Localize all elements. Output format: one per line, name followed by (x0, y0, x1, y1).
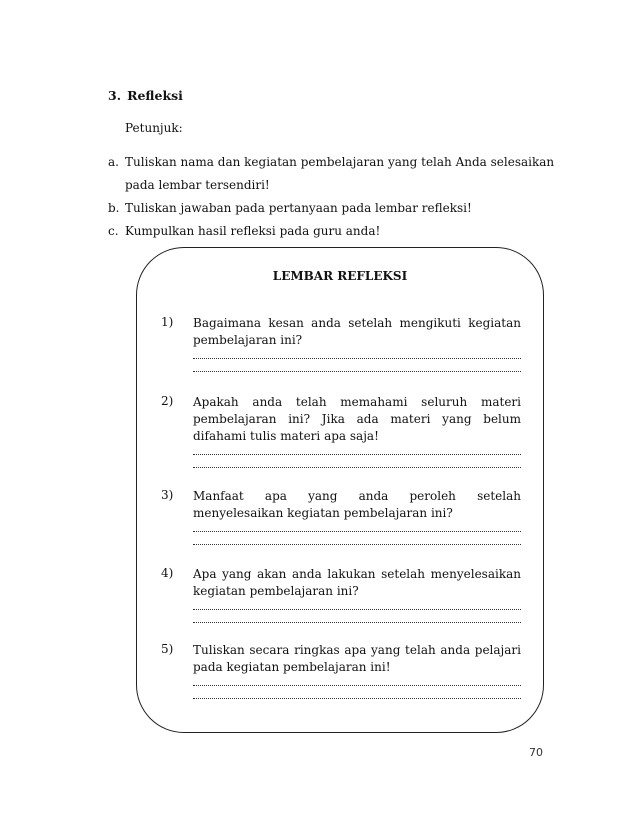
instruction-item (108, 220, 578, 243)
answer-line[interactable] (193, 685, 521, 686)
answer-line[interactable] (193, 467, 521, 468)
instruction-item (108, 151, 578, 197)
answer-line[interactable] (193, 371, 521, 372)
answer-line[interactable] (193, 454, 521, 455)
page-number: 70 (529, 746, 543, 759)
reflection-question (161, 488, 521, 545)
section-number: 3. (108, 88, 122, 103)
answer-line[interactable] (193, 544, 521, 545)
question-number: 1) (161, 315, 174, 329)
question-text: Tuliskan secara ringkas apa yang telah anda pelajari pada kegiatan pembelajaran ini! (193, 643, 521, 674)
instructions-list (108, 151, 578, 243)
question-number: 2) (161, 394, 174, 408)
answer-line[interactable] (193, 531, 521, 532)
answer-line[interactable] (193, 698, 521, 699)
question-text: Apakah anda telah memahami seluruh materi pembelajaran ini? Jika ada materi yang belum difahami tulis materi apa saja! (193, 395, 521, 443)
instruction-item (108, 197, 578, 220)
question-text: Manfaat apa yang anda peroleh setelah menyelesaikan kegiatan pembelajaran ini? (193, 489, 521, 520)
instructions-label: Petunjuk: (125, 121, 183, 135)
section-title: Refleksi (127, 88, 183, 103)
question-number: 5) (161, 642, 174, 656)
answer-line[interactable] (193, 609, 521, 610)
question-text: Bagaimana kesan anda setelah mengikuti kegiatan pembelajaran ini? (193, 316, 521, 347)
question-number: 4) (161, 566, 174, 580)
answer-line[interactable] (193, 358, 521, 359)
section-heading (108, 88, 183, 103)
instruction-text: Kumpulkan hasil refleksi pada guru anda! (125, 224, 381, 238)
question-number: 3) (161, 488, 174, 502)
reflection-question (161, 642, 521, 699)
reflection-sheet-title: LEMBAR REFLEKSI (272, 269, 408, 283)
answer-line[interactable] (193, 622, 521, 623)
instruction-text: Tuliskan jawaban pada pertanyaan pada lembar refleksi! (125, 201, 472, 215)
instruction-letter: c. (108, 224, 119, 238)
question-text: Apa yang akan anda lakukan setelah menyelesaikan kegiatan pembelajaran ini? (193, 567, 521, 598)
reflection-sheet (136, 247, 544, 733)
instruction-letter: b. (108, 201, 120, 215)
instruction-letter: a. (108, 155, 119, 169)
instruction-text: Tuliskan nama dan kegiatan pembelajaran yang telah Anda selesaikan pada lembar tersendiri! (125, 155, 555, 192)
reflection-question (161, 566, 521, 623)
reflection-question (161, 394, 521, 468)
reflection-question (161, 315, 521, 372)
